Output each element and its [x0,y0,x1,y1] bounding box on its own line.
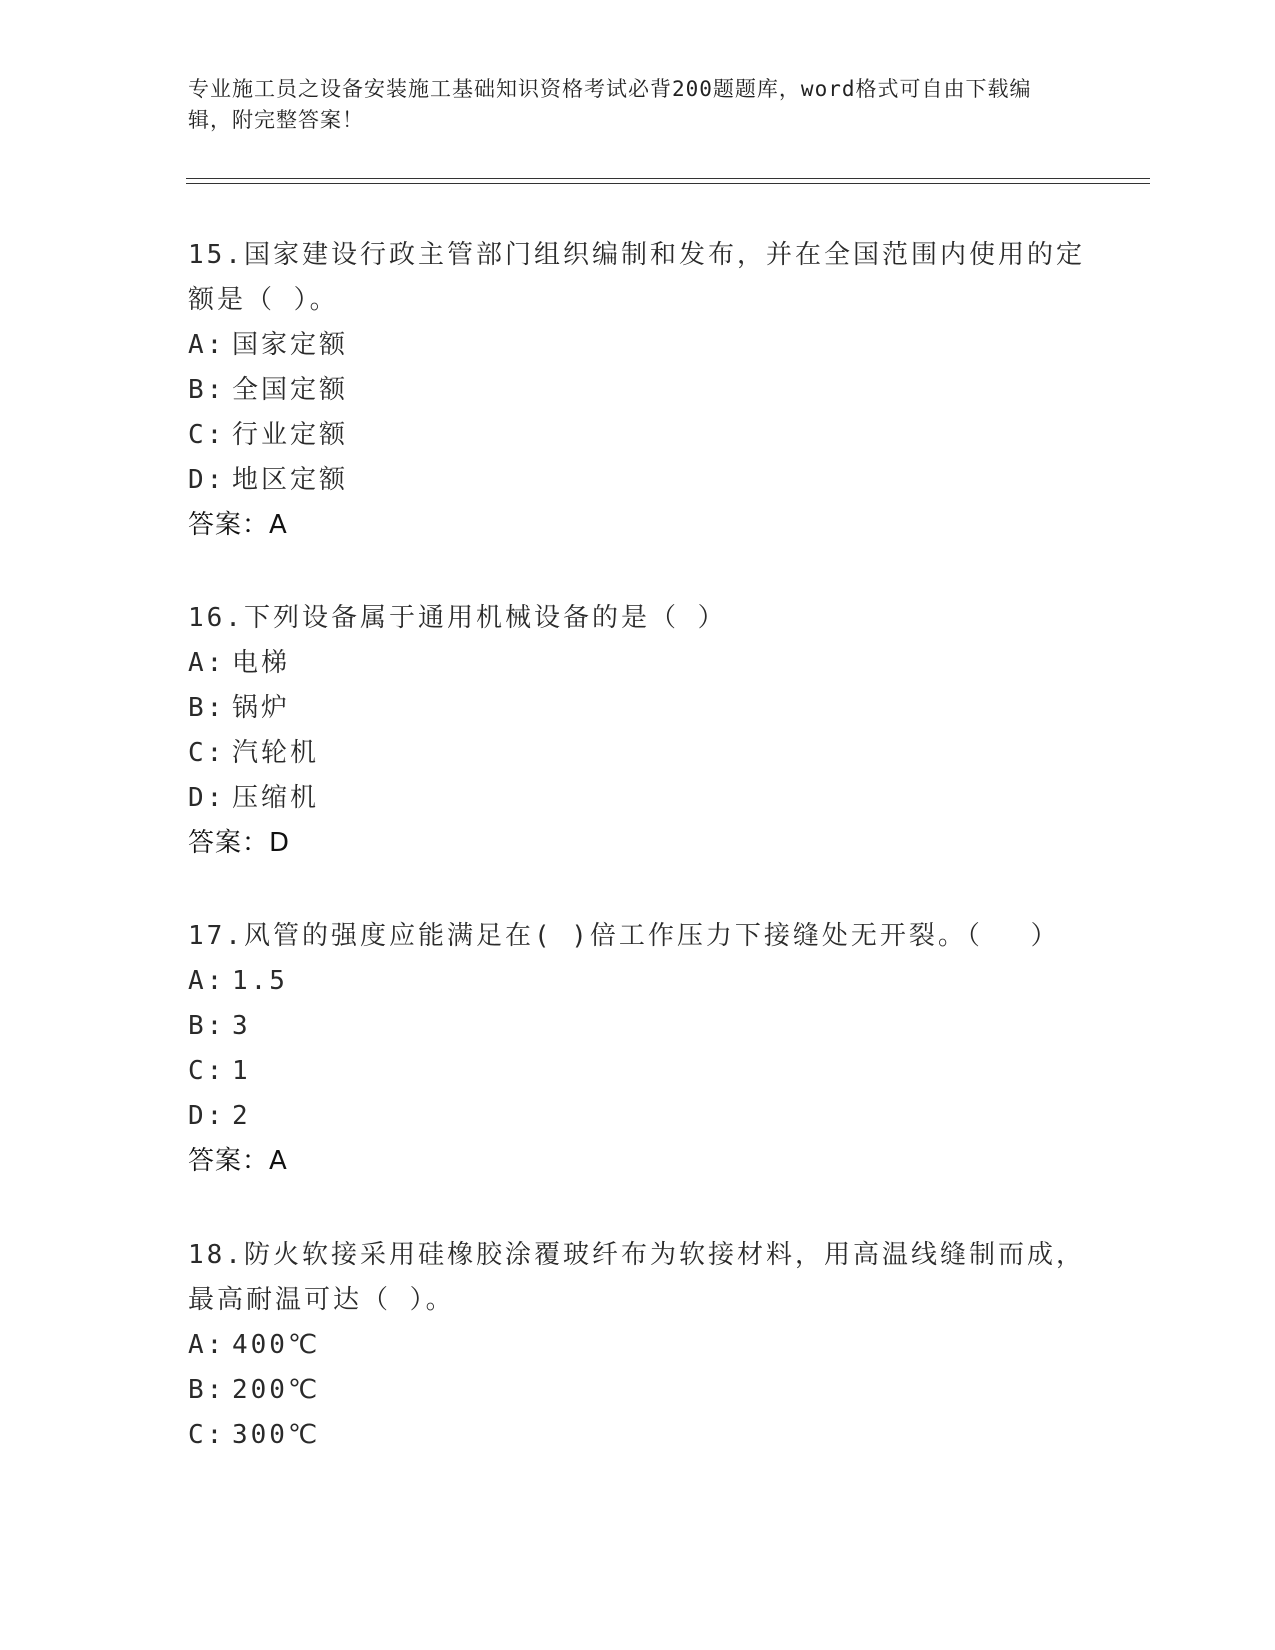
question-number: 16. [188,603,244,633]
option-letter: D: [188,465,226,495]
option-letter: D: [188,1101,226,1131]
question-title [188,1233,1088,1323]
option-letter: A: [188,1330,226,1360]
answer: 答案：A [188,1146,288,1176]
option-d [188,458,1088,503]
question-17 [188,914,1088,1184]
option-letter: C: [188,1056,226,1086]
option-letter: A: [188,966,226,996]
option-b [188,1004,1088,1049]
option-d [188,776,1088,821]
option-text: 压缩机 [232,783,320,813]
option-letter: D: [188,783,226,813]
question-title [188,233,1088,323]
option-text: 400℃ [232,1330,321,1360]
question-18 [188,1233,1088,1458]
question-number: 18. [188,1240,244,1270]
option-d [188,1094,1088,1139]
option-text: 200℃ [232,1375,321,1405]
option-c [188,1413,1088,1458]
question-15 [188,233,1088,548]
answer: 答案：D [188,828,291,858]
option-text: 锅炉 [232,693,291,723]
option-text: 电梯 [232,648,291,678]
document-header: 专业施工员之设备安装施工基础知识资格考试必背200题题库，word格式可自由下载编辑，附完整答案！ [188,77,1032,132]
option-b [188,368,1088,413]
question-title [188,914,1088,959]
question-text: 风管的强度应能满足在( )倍工作压力下接缝处无开裂。（ ） [243,921,1060,951]
option-a [188,1323,1088,1368]
option-c [188,731,1088,776]
option-text: 2 [232,1101,251,1131]
option-text: 1 [232,1056,251,1086]
option-a [188,959,1088,1004]
option-c [188,413,1088,458]
option-letter: B: [188,693,226,723]
option-text: 汽轮机 [232,738,320,768]
question-text: 国家建设行政主管部门组织编制和发布，并在全国范围内使用的定额是（ ）。 [188,240,1085,315]
question-16 [188,596,1088,866]
option-text: 全国定额 [232,375,349,405]
option-letter: B: [188,1375,226,1405]
option-letter: C: [188,420,226,450]
option-letter: C: [188,1420,226,1450]
option-letter: B: [188,1011,226,1041]
question-text: 下列设备属于通用机械设备的是（ ） [243,603,727,633]
option-letter: C: [188,738,226,768]
option-a [188,323,1088,368]
option-b [188,686,1088,731]
option-a [188,641,1088,686]
header-rule-top [186,178,1150,179]
option-b [188,1368,1088,1413]
header-rule-bottom [186,183,1150,184]
option-text: 3 [232,1011,251,1041]
option-c [188,1049,1088,1094]
option-text: 300℃ [232,1420,321,1450]
option-letter: B: [188,375,226,405]
option-text: 地区定额 [232,465,349,495]
question-number: 17. [188,921,244,951]
answer: 答案：A [188,510,288,540]
question-text: 防火软接采用硅橡胶涂覆玻纤布为软接材料，用高温线缝制而成，最高耐温可达（ ）。 [188,1240,1085,1315]
question-title [188,596,1088,641]
option-text: 国家定额 [232,330,349,360]
option-text: 行业定额 [232,420,349,450]
option-text: 1.5 [232,966,288,996]
option-letter: A: [188,330,226,360]
option-letter: A: [188,648,226,678]
question-number: 15. [188,240,244,270]
